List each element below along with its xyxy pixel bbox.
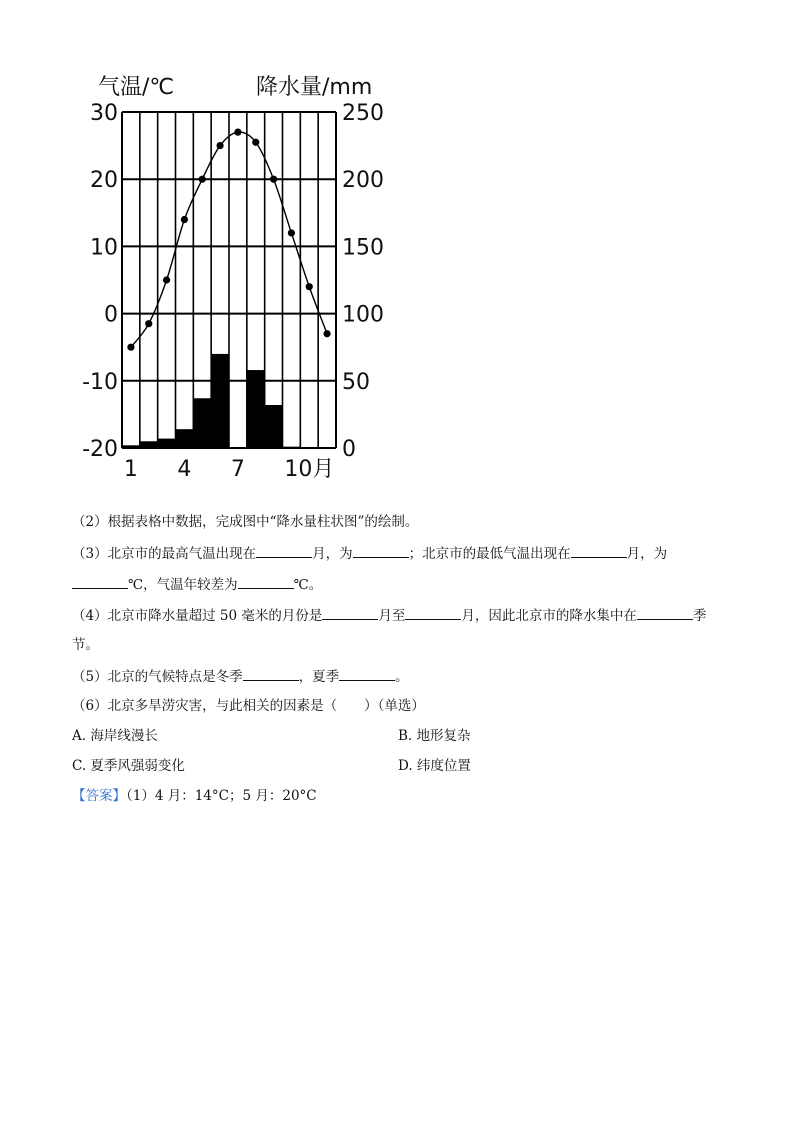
precipitation-bar [176,429,194,448]
answer-blank[interactable] [353,544,409,558]
option-c[interactable]: C. 夏季风强弱变化 [72,758,185,774]
question-3-text: （3）北京市的最高气温出现在 [72,546,257,562]
question-2: （2）根据表格中数据，完成图中“降水量柱状图”的绘制。 [72,514,419,530]
temperature-point [181,216,188,223]
answer-blank[interactable] [339,667,395,681]
answer-blank[interactable] [256,544,312,558]
question-5-text: 。 [395,669,409,685]
precipitation-bar [265,405,283,448]
question-3-text: ；北京市的最低气温出现在 [408,546,571,562]
precipitation-tick-label: 250 [342,101,384,126]
month-tick-label: 4 [177,457,192,480]
temperature-point [234,129,241,136]
answer-line [72,787,317,805]
climate-chart [0,0,800,480]
axis-ticks [82,101,384,480]
question-3-text: ℃，气温年较差为 [128,577,238,593]
question-6: （6）北京多旱涝灾害，与此相关的因素是（ ）（单选） [72,698,425,714]
question-3-line-2 [72,575,322,594]
answer-text: （1）4 月：14°C；5 月：20°C [126,788,317,804]
answer-blank[interactable] [238,575,294,589]
precipitation-bar [211,354,229,448]
temperature-point [323,330,330,337]
answer-blank[interactable] [72,575,128,589]
precipitation-bar [193,398,211,448]
question-4-text: 月，因此北京市的降水集中在 [461,608,637,624]
question-5-text: ，夏季 [298,669,340,685]
temperature-tick-label: -10 [82,369,118,395]
answer-blank[interactable] [571,544,627,558]
precipitation-tick-label: 0 [342,437,356,462]
question-4-line-2: 节。 [72,637,99,653]
option-b[interactable]: B. 地形复杂 [398,728,471,744]
question-3-line-1 [72,544,667,563]
temperature-point [163,276,170,283]
question-5 [72,667,409,686]
temperature-point [252,139,259,146]
precipitation-tick-label: 150 [342,235,384,261]
option-a[interactable]: A. 海岸线漫长 [72,728,158,744]
answer-blank[interactable] [322,606,378,620]
question-5-text: （5）北京的气候特点是冬季 [72,669,243,685]
temperature-point [306,283,313,290]
answer-tag: 【答案】 [72,788,126,804]
answer-blank[interactable] [637,606,693,620]
question-3-text: 月，为 [626,546,668,562]
answer-blank[interactable] [243,667,299,681]
temperature-point [145,320,152,327]
temperature-tick-label: 30 [90,101,118,126]
month-tick-label: 10月 [284,457,335,480]
temperature-point [288,229,295,236]
precipitation-bar [122,445,140,448]
precipitation-bar [247,370,265,448]
temperature-point [216,142,223,149]
option-d[interactable]: D. 纬度位置 [398,758,471,774]
temperature-axis-label: 气温/℃ [98,75,175,100]
question-4-text: （4）北京市降水量超过 50 毫米的月份是 [72,608,323,624]
precipitation-tick-label: 50 [342,369,370,395]
month-tick-label: 7 [230,457,245,480]
temperature-point [127,344,134,351]
temperature-tick-label: 10 [90,235,118,261]
temperature-tick-label: -20 [82,437,118,462]
temperature-tick-label: 0 [104,302,118,328]
precipitation-bar [158,439,176,448]
temperature-point [270,176,277,183]
precipitation-bars [122,354,300,448]
precipitation-tick-label: 200 [342,168,384,194]
question-4-text: 季 [692,608,707,624]
question-4-line-1 [72,606,706,625]
question-3-text: 月，为 [312,546,353,562]
temperature-tick-label: 20 [90,168,118,194]
precipitation-axis-label: 降水量/mm [256,75,373,100]
answer-blank[interactable] [405,606,461,620]
temperature-point [199,176,206,183]
precipitation-bar [140,441,158,448]
month-tick-label: 1 [123,457,138,480]
question-3-text: ℃。 [293,577,323,593]
precipitation-tick-label: 100 [342,302,384,328]
precipitation-bar [283,447,301,448]
question-4-text: 月至 [378,608,406,624]
